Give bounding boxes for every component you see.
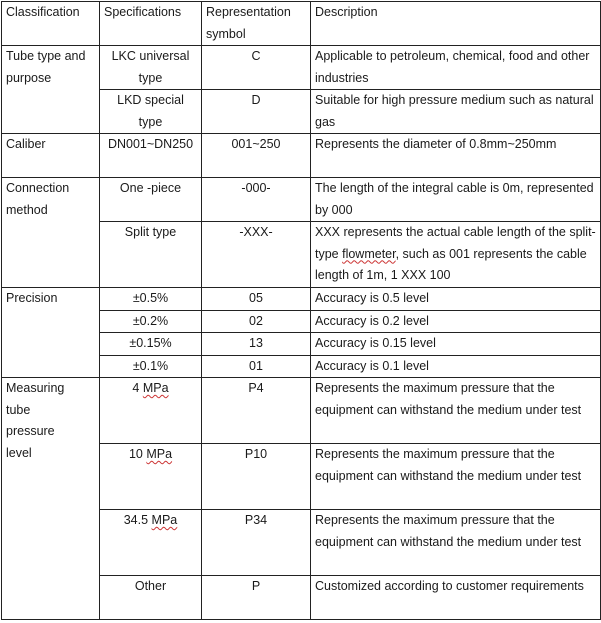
description-cell: Represents the maximum pressure that the equipment can withstand the medium under test: [311, 444, 601, 510]
flowmeter-word: flowmeter: [342, 246, 396, 261]
spec-cell: [100, 444, 202, 510]
description-cell: Accuracy is 0.1 level: [311, 355, 601, 378]
description-cell: Accuracy is 0.5 level: [311, 288, 601, 311]
spec-cell: ±0.5%: [100, 288, 202, 311]
description-text: , such as 001 represents the cable length of 1m, 1 XXX 100: [315, 246, 587, 282]
symbol-cell: P34: [202, 510, 311, 576]
classification-cell: Precision: [2, 288, 100, 378]
description-cell: Suitable for high pressure medium such as natural gas: [311, 90, 601, 134]
description-cell: Applicable to petroleum, chemical, food and other industries: [311, 46, 601, 90]
symbol-cell: 05: [202, 288, 311, 311]
description-cell: Accuracy is 0.2 level: [311, 310, 601, 333]
header-description: Description: [311, 2, 601, 46]
classification-cell: Tube type and purpose: [2, 46, 100, 134]
symbol-cell: 13: [202, 333, 311, 356]
symbol-cell: -000-: [202, 178, 311, 222]
spec-unit: MPa: [151, 513, 178, 527]
classification-cell: Caliber: [2, 134, 100, 178]
symbol-cell: P4: [202, 378, 311, 444]
classification-cell: Measuring tube pressure level: [2, 378, 100, 620]
spec-number: 4: [132, 381, 143, 395]
description-cell: Represents the maximum pressure that the equipment can withstand the medium under test: [311, 378, 601, 444]
header-specifications: Specifications: [100, 2, 202, 46]
symbol-cell: C: [202, 46, 311, 90]
symbol-cell: 02: [202, 310, 311, 333]
table-row: [2, 46, 601, 90]
header-classification: Classification: [2, 2, 100, 46]
description-cell: Accuracy is 0.15 level: [311, 333, 601, 356]
table-row: [2, 134, 601, 178]
symbol-cell: P10: [202, 444, 311, 510]
table-row: [2, 178, 601, 222]
spec-number: 10: [128, 447, 147, 461]
description-cell: Represents the maximum pressure that the equipment can withstand the medium under test: [311, 510, 601, 576]
header-row: [2, 2, 601, 46]
spec-cell: [100, 378, 202, 444]
description-cell: [311, 222, 601, 288]
spec-cell: ±0.1%: [100, 355, 202, 378]
spec-cell: LKD special type: [100, 90, 202, 134]
description-text: XXX represents the actual cable length of the split-type: [315, 225, 596, 261]
header-representation-symbol: Representation symbol: [202, 2, 311, 46]
symbol-cell: D: [202, 90, 311, 134]
spec-cell: [100, 510, 202, 576]
spec-cell: ±0.2%: [100, 310, 202, 333]
symbol-cell: P: [202, 576, 311, 620]
spec-cell: One -piece: [100, 178, 202, 222]
description-cell: Represents the diameter of 0.8mm~250mm: [311, 134, 601, 178]
spec-table: [1, 1, 601, 620]
spec-number: 34.5: [123, 513, 152, 527]
classification-cell: Connection method: [2, 178, 100, 288]
spec-cell: Other: [100, 576, 202, 620]
spec-cell: ±0.15%: [100, 333, 202, 356]
spec-unit: MPa: [146, 447, 173, 461]
table-row: [2, 378, 601, 444]
spec-cell: Split type: [100, 222, 202, 288]
spec-cell: LKC universal type: [100, 46, 202, 90]
symbol-cell: -XXX-: [202, 222, 311, 288]
symbol-cell: 001~250: [202, 134, 311, 178]
description-cell: The length of the integral cable is 0m, represented by 000: [311, 178, 601, 222]
symbol-cell: 01: [202, 355, 311, 378]
spec-unit: MPa: [142, 381, 169, 395]
description-cell: Customized according to customer requirements: [311, 576, 601, 620]
table-row: [2, 288, 601, 311]
spec-cell: DN001~DN250: [100, 134, 202, 178]
